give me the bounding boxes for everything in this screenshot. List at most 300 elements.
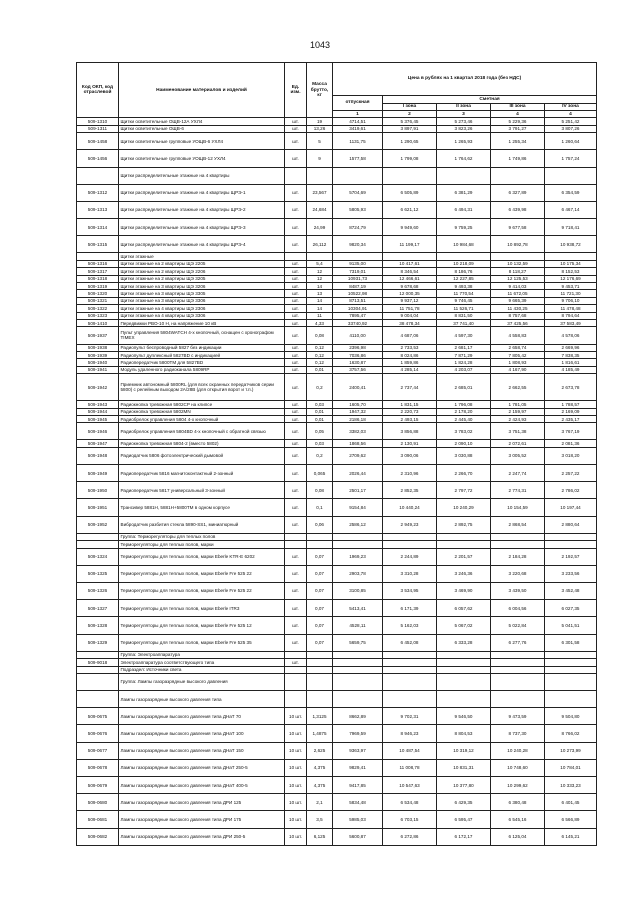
row-price-zone2: 3 823,26	[437, 125, 491, 132]
row-price-zone2: 2 681,17	[437, 344, 491, 351]
row-code: 509-1325	[77, 565, 119, 582]
row-price-zone2: 3 246,36	[437, 565, 491, 582]
column-number: 4	[491, 110, 545, 117]
row-code: 509-1940	[77, 359, 119, 366]
price-sheet	[76, 62, 596, 846]
table-row	[77, 634, 597, 651]
row-price-zone3: 2 247,74	[491, 465, 545, 482]
row-price-zone4: 9 453,71	[545, 283, 597, 290]
row-price-zone1	[383, 541, 437, 548]
row-price-release: 7319,01	[333, 268, 383, 275]
row-price-zone1: 10 547,63	[383, 777, 437, 794]
row-unit: шт.	[285, 275, 307, 282]
row-name: Передвижки РВО-10 Н, на напряжение 10 кВ	[119, 319, 285, 326]
row-unit	[285, 691, 307, 708]
row-price-zone4: 6 145,21	[545, 828, 597, 845]
row-mass: 0,01	[307, 366, 333, 373]
table-row	[77, 201, 597, 218]
row-unit: шт.	[285, 133, 307, 150]
row-code: 509-1324	[77, 548, 119, 565]
row-price-zone3: 6 277,76	[491, 634, 545, 651]
table-row	[77, 794, 597, 811]
table-row	[77, 290, 597, 297]
row-name: Группа: Электроаппаратура	[119, 651, 285, 658]
row-price-zone2: 6 172,17	[437, 828, 491, 845]
row-code: 509-1942	[77, 374, 119, 401]
row-unit: шт.	[285, 516, 307, 533]
row-code: 509-1318	[77, 275, 119, 282]
row-name: Терморегуляторы для теплых полов, марки Eberle KTR-E 6202	[119, 548, 285, 565]
row-mass: 13,26	[307, 125, 333, 132]
row-price-zone1: 6 171,39	[383, 600, 437, 617]
row-price-zone1: 9 678,68	[383, 283, 437, 290]
row-price-zone1: 3 856,88	[383, 423, 437, 440]
row-price-zone3: 10 132,59	[491, 260, 545, 267]
row-code	[77, 651, 119, 658]
row-mass	[307, 659, 333, 666]
row-price-release: 7895,47	[333, 312, 383, 319]
row-price-zone3	[491, 659, 545, 666]
row-name: Радиопульт дуплексный 5827BD с индикацией	[119, 351, 285, 358]
row-name: Терморегуляторы для теплых полов, марки Eberle Fre 525 22	[119, 565, 285, 582]
row-price-release: 9363,97	[333, 742, 383, 759]
table-row	[77, 548, 597, 565]
row-price-zone4	[545, 659, 597, 666]
row-code: 509-1458	[77, 133, 119, 150]
row-price-zone2: 9 546,50	[437, 708, 491, 725]
row-price-zone1: 2 493,15	[383, 415, 437, 422]
table-row	[77, 415, 597, 422]
row-price-zone3: 3 005,52	[491, 447, 545, 464]
row-price-zone1: 11 008,78	[383, 759, 437, 776]
table-row	[77, 118, 597, 125]
row-unit: 10 шт.	[285, 759, 307, 776]
row-code: 509-1950	[77, 482, 119, 499]
row-price-zone2: 6 494,31	[437, 201, 491, 218]
row-price-zone3: 5 022,84	[491, 617, 545, 634]
row-mass: 5	[307, 133, 333, 150]
row-name: Щитки распределительные этажные на 4 квартиры ЩРЭ-4	[119, 236, 285, 253]
row-price-zone2: 11 526,71	[437, 305, 491, 312]
row-code: 509-0681	[77, 811, 119, 828]
row-unit: шт.	[285, 659, 307, 666]
row-price-zone2: 4 597,30	[437, 327, 491, 344]
row-price-zone3	[491, 541, 545, 548]
row-mass: 0,05	[307, 423, 333, 440]
row-price-zone1: 8 346,54	[383, 268, 437, 275]
row-price-zone1	[383, 659, 437, 666]
row-code: 509-1313	[77, 201, 119, 218]
row-code	[77, 167, 119, 184]
row-price-zone3: 3 220,68	[491, 565, 545, 582]
row-price-zone1: 8 024,86	[383, 351, 437, 358]
row-name: Группа: Терморегуляторы для теплых полов	[119, 533, 285, 540]
row-price-release: 5805,93	[333, 201, 383, 218]
row-mass: 2,625	[307, 742, 333, 759]
row-unit: шт.	[285, 565, 307, 582]
row-price-zone2: 8 831,50	[437, 312, 491, 319]
row-unit: 10 шт.	[285, 742, 307, 759]
table-row	[77, 283, 597, 290]
row-price-zone4: 6 027,35	[545, 600, 597, 617]
row-price-zone3: 10 748,60	[491, 759, 545, 776]
row-price-zone1: 1 859,86	[383, 359, 437, 366]
table-row	[77, 499, 597, 516]
row-price-zone3	[491, 691, 545, 708]
row-price-zone4	[545, 167, 597, 184]
row-name: Терморегуляторы для теплых полов, марки Eberle Fre 525 12	[119, 617, 285, 634]
row-price-zone2: 10 218,09	[437, 260, 491, 267]
price-table	[76, 62, 597, 846]
row-name: Лампы газоразрядные высокого давления типа ДРИ 175	[119, 811, 285, 828]
row-unit: шт.	[285, 401, 307, 408]
row-price-zone2: 12 227,85	[437, 275, 491, 282]
row-code: 509-0676	[77, 725, 119, 742]
row-mass: 14	[307, 305, 333, 312]
row-price-zone3: 12 125,53	[491, 275, 545, 282]
table-row	[77, 600, 597, 617]
row-price-zone4: 10 197,44	[545, 499, 597, 516]
row-mass: 5,4	[307, 260, 333, 267]
column-number: 3	[437, 110, 491, 117]
row-price-zone1: 1 831,15	[383, 401, 437, 408]
row-price-zone4: 3 767,19	[545, 423, 597, 440]
row-price-zone2	[437, 666, 491, 673]
row-code	[77, 533, 119, 540]
row-unit	[285, 167, 307, 184]
row-code: 509-1941	[77, 366, 119, 373]
table-row	[77, 275, 597, 282]
row-price-zone1: 6 272,86	[383, 828, 437, 845]
row-unit: шт.	[285, 447, 307, 464]
row-price-release: 5834,48	[333, 794, 383, 811]
row-unit: шт.	[285, 219, 307, 236]
row-code: 509-1456	[77, 150, 119, 167]
row-price-zone2: 7 871,29	[437, 351, 491, 358]
row-mass: 0,01	[307, 415, 333, 422]
row-price-zone4: 10 784,01	[545, 759, 597, 776]
row-code: 509-0677	[77, 742, 119, 759]
row-price-zone2: 3 469,90	[437, 582, 491, 599]
row-name: Радиобрелок управления 5804 4-х кнопочный	[119, 415, 285, 422]
row-price-release: 4528,11	[333, 617, 383, 634]
row-price-zone1: 10 417,61	[383, 260, 437, 267]
table-row	[77, 268, 597, 275]
row-price-zone3: 6 439,98	[491, 201, 545, 218]
row-code: 509-1317	[77, 268, 119, 275]
row-price-zone3: 2 662,55	[491, 374, 545, 401]
row-price-zone3	[491, 253, 545, 260]
row-price-zone3: 6 327,89	[491, 184, 545, 201]
row-price-zone4: 2 192,57	[545, 548, 597, 565]
row-price-zone3: 6 545,16	[491, 811, 545, 828]
row-price-release: 10304,91	[333, 305, 383, 312]
row-price-zone4: 2 673,78	[545, 374, 597, 401]
row-price-zone1: 6 703,15	[383, 811, 437, 828]
row-name: Щитки этажные на 4 квартиры ЩЭ 3306	[119, 312, 285, 319]
row-price-release: 8724,79	[333, 219, 383, 236]
row-price-zone2: 6 333,28	[437, 634, 491, 651]
table-row	[77, 253, 597, 260]
row-price-zone3: 4 167,90	[491, 366, 545, 373]
row-price-zone2: 1 265,93	[437, 133, 491, 150]
row-unit	[285, 541, 307, 548]
row-unit: шт.	[285, 344, 307, 351]
row-price-zone2: 2 201,57	[437, 548, 491, 565]
row-price-zone1: 9 004,04	[383, 312, 437, 319]
row-name: Радиопередатчик 5816 магнитоконтактный 2-зонный	[119, 465, 285, 482]
row-price-zone1: 2 130,91	[383, 440, 437, 447]
row-price-release: 1868,56	[333, 440, 383, 447]
row-mass: 0,07	[307, 617, 333, 634]
row-price-zone1: 9 702,31	[383, 708, 437, 725]
row-name: Радиопульт беспроводный 5827 без индикации	[119, 344, 285, 351]
table-row	[77, 691, 597, 708]
row-code: 509-1951	[77, 499, 119, 516]
row-unit: шт.	[285, 600, 307, 617]
row-name: Щитки этажные на 2 квартиры ЩЭ 2205	[119, 260, 285, 267]
row-name: Радиопередатчик 5817 универсальный 3-зонный	[119, 482, 285, 499]
row-price-release: 8487,19	[333, 283, 383, 290]
row-mass: 12	[307, 268, 333, 275]
row-price-release: 7969,59	[333, 725, 383, 742]
row-price-zone2	[437, 659, 491, 666]
row-price-zone2: 6 381,29	[437, 184, 491, 201]
row-name: Пульт управления 5804WATCH 4-х кнопочный, оснащен с хронографом TIMEX	[119, 327, 285, 344]
row-code: 509-1327	[77, 600, 119, 617]
row-price-zone3	[491, 167, 545, 184]
row-price-zone4: 7 838,35	[545, 351, 597, 358]
row-price-zone3: 2 424,93	[491, 415, 545, 422]
row-code: 509-1320	[77, 290, 119, 297]
row-code: 509-0675	[77, 708, 119, 725]
row-price-release: 5704,69	[333, 184, 383, 201]
row-mass: 0,08	[307, 482, 333, 499]
row-price-zone3: 9 677,58	[491, 219, 545, 236]
row-price-release: 5413,41	[333, 600, 383, 617]
row-price-zone4	[545, 651, 597, 658]
row-price-release: 1131,75	[333, 133, 383, 150]
row-price-zone2	[437, 533, 491, 540]
row-mass: 23,567	[307, 184, 333, 201]
row-code	[77, 253, 119, 260]
row-code: 509-1947	[77, 440, 119, 447]
row-price-zone3: 8 118,27	[491, 268, 545, 275]
row-name: Лампы газоразрядные высокого давления типа ДНаТ 250-5	[119, 759, 285, 776]
table-row	[77, 401, 597, 408]
row-unit: 10 шт.	[285, 777, 307, 794]
row-price-zone1	[383, 666, 437, 673]
row-price-zone4: 37 583,49	[545, 319, 597, 326]
row-price-release: 5659,75	[333, 634, 383, 651]
row-name: Щитки этажные на 2 квартиры ЩЭ 2206	[119, 268, 285, 275]
row-mass: 24,684	[307, 201, 333, 218]
row-price-release	[333, 541, 383, 548]
row-mass: 12	[307, 275, 333, 282]
table-row	[77, 167, 597, 184]
row-code: 509-1316	[77, 260, 119, 267]
row-price-zone1: 2 852,35	[383, 482, 437, 499]
row-price-release: 3382,03	[333, 423, 383, 440]
row-code: 509-9018	[77, 659, 119, 666]
column-number: 2	[383, 110, 437, 117]
row-price-zone1: 6 452,08	[383, 634, 437, 651]
row-price-zone1: 2 737,44	[383, 374, 437, 401]
row-code: 509-1321	[77, 297, 119, 304]
row-price-zone2	[437, 673, 491, 690]
row-price-zone4: 11 478,48	[545, 305, 597, 312]
row-price-zone2: 3 783,02	[437, 423, 491, 440]
row-price-release	[333, 673, 383, 690]
row-price-zone1	[383, 651, 437, 658]
row-price-zone1: 5 376,45	[383, 118, 437, 125]
row-mass: 4,375	[307, 777, 333, 794]
row-price-zone2: 9 746,45	[437, 297, 491, 304]
row-price-zone3: 10 299,62	[491, 777, 545, 794]
row-price-zone1	[383, 253, 437, 260]
row-code: 509-1943	[77, 401, 119, 408]
row-name: Щитки этажные на 4 квартиры ЩЭ 2306	[119, 305, 285, 312]
row-price-zone3: 10 892,78	[491, 236, 545, 253]
row-mass: 9	[307, 150, 333, 167]
table-body	[77, 118, 597, 845]
table-row	[77, 327, 597, 344]
row-price-zone2: 6 595,47	[437, 811, 491, 828]
row-name: Терморегуляторы для теплых полов, марки Eberle Fre 525 35	[119, 634, 285, 651]
row-price-release: 9135,00	[333, 260, 383, 267]
row-name: Лампы газоразрядные высокого давления типа ДНаТ 400-5	[119, 777, 285, 794]
row-unit: 10 шт.	[285, 828, 307, 845]
row-price-zone3: 1 749,86	[491, 150, 545, 167]
row-code: 509-0682	[77, 828, 119, 845]
row-mass: 14	[307, 297, 333, 304]
row-unit: шт.	[285, 290, 307, 297]
header-release: отпускная	[333, 96, 383, 111]
row-price-zone1: 12 466,61	[383, 275, 437, 282]
row-price-zone3	[491, 651, 545, 658]
row-mass: 0,06	[307, 516, 333, 533]
row-price-zone4: 1 788,57	[545, 401, 597, 408]
row-mass	[307, 253, 333, 260]
row-price-zone1: 9 937,12	[383, 297, 437, 304]
table-row	[77, 828, 597, 845]
table-row	[77, 465, 597, 482]
row-price-release: 5985,03	[333, 811, 383, 828]
row-mass: 0,01	[307, 408, 333, 415]
row-mass: 4,33	[307, 319, 333, 326]
row-unit: шт.	[285, 359, 307, 366]
header-zone1: I зона	[383, 103, 437, 110]
row-name: Модуль удаленного радиоканала 5809RP	[119, 366, 285, 373]
row-unit: шт.	[285, 374, 307, 401]
row-mass	[307, 533, 333, 540]
row-mass: 0,07	[307, 565, 333, 582]
table-row	[77, 666, 597, 673]
row-unit: 10 шт.	[285, 811, 307, 828]
row-price-zone2: 2 178,20	[437, 408, 491, 415]
row-price-zone4: 10 175,34	[545, 260, 597, 267]
row-price-zone4: 8 152,53	[545, 268, 597, 275]
row-price-release: 33740,92	[333, 319, 383, 326]
row-name: Электроаппаратура соответствующего типа	[119, 659, 285, 666]
row-price-zone1: 2 244,89	[383, 548, 437, 565]
row-unit: шт.	[285, 283, 307, 290]
row-name: Лампы газоразрядные высокого давления типа ДРИ 125	[119, 794, 285, 811]
row-code: 509-1946	[77, 423, 119, 440]
row-price-zone3: 5 229,36	[491, 118, 545, 125]
row-name: Радиопередатчик 5800TM для 5827BD	[119, 359, 285, 366]
row-price-release: 10931,73	[333, 275, 383, 282]
row-price-zone2: 2 266,70	[437, 465, 491, 482]
row-price-release	[333, 691, 383, 708]
row-price-zone4: 8 794,64	[545, 312, 597, 319]
row-price-zone4	[545, 533, 597, 540]
row-price-zone2: 1 824,28	[437, 359, 491, 366]
row-price-zone3: 6 004,56	[491, 600, 545, 617]
row-price-zone3: 1 255,34	[491, 133, 545, 150]
row-name: Радиокнопка тревожная 5802MN	[119, 408, 285, 415]
table-row	[77, 565, 597, 582]
row-unit: шт.	[285, 582, 307, 599]
table-row	[77, 133, 597, 150]
table-row	[77, 708, 597, 725]
row-price-zone2: 9 759,25	[437, 219, 491, 236]
row-unit: шт.	[285, 305, 307, 312]
row-price-zone4: 3 452,48	[545, 582, 597, 599]
row-price-zone4	[545, 666, 597, 673]
row-code: 509-1945	[77, 415, 119, 422]
row-unit: шт.	[285, 260, 307, 267]
row-price-release	[333, 533, 383, 540]
row-name: Приемник автономный 5800RL (для всех охранных передатчиков серии 5800) с релейным выходом 2А/28В (для открытия ворот и т.п.)	[119, 374, 285, 401]
row-price-zone3	[491, 666, 545, 673]
row-price-zone2	[437, 651, 491, 658]
row-price-zone2: 6 429,35	[437, 794, 491, 811]
row-code: 509-1952	[77, 516, 119, 533]
row-price-zone1: 4 687,06	[383, 327, 437, 344]
row-name: Лампы газоразрядные высокого давления типа ДНаТ 150	[119, 742, 285, 759]
row-price-zone2: 1 796,08	[437, 401, 491, 408]
row-price-zone4: 9 504,80	[545, 708, 597, 725]
row-price-zone1: 2 220,73	[383, 408, 437, 415]
row-price-zone3	[491, 673, 545, 690]
row-unit: шт.	[285, 319, 307, 326]
row-mass	[307, 673, 333, 690]
table-row	[77, 777, 597, 794]
table-row	[77, 617, 597, 634]
header-unit: Ед. изм.	[285, 63, 307, 118]
row-price-zone2: 8 186,76	[437, 268, 491, 275]
row-price-zone3: 1 808,93	[491, 359, 545, 366]
row-unit: шт.	[285, 499, 307, 516]
row-price-zone1: 2 949,23	[383, 516, 437, 533]
row-name: Радиокнопка тревожная 5802CP на клипсе	[119, 401, 285, 408]
row-code: 509-0678	[77, 759, 119, 776]
row-mass: 3,5	[307, 811, 333, 828]
row-price-release: 7036,86	[333, 351, 383, 358]
row-price-zone4: 10 938,72	[545, 236, 597, 253]
row-price-zone4: 2 169,09	[545, 408, 597, 415]
row-unit: шт.	[285, 423, 307, 440]
table-row	[77, 366, 597, 373]
row-name: Щитки осветительные ОЩВ-12А УХЛ4	[119, 118, 285, 125]
row-price-zone1: 8 946,23	[383, 725, 437, 742]
row-price-zone4	[545, 673, 597, 690]
table-row	[77, 811, 597, 828]
row-name: Щитки распределительные этажные на 4 квартиры ЩРЭ-2	[119, 201, 285, 218]
row-price-release: 9154,84	[333, 499, 383, 516]
row-unit	[285, 533, 307, 540]
